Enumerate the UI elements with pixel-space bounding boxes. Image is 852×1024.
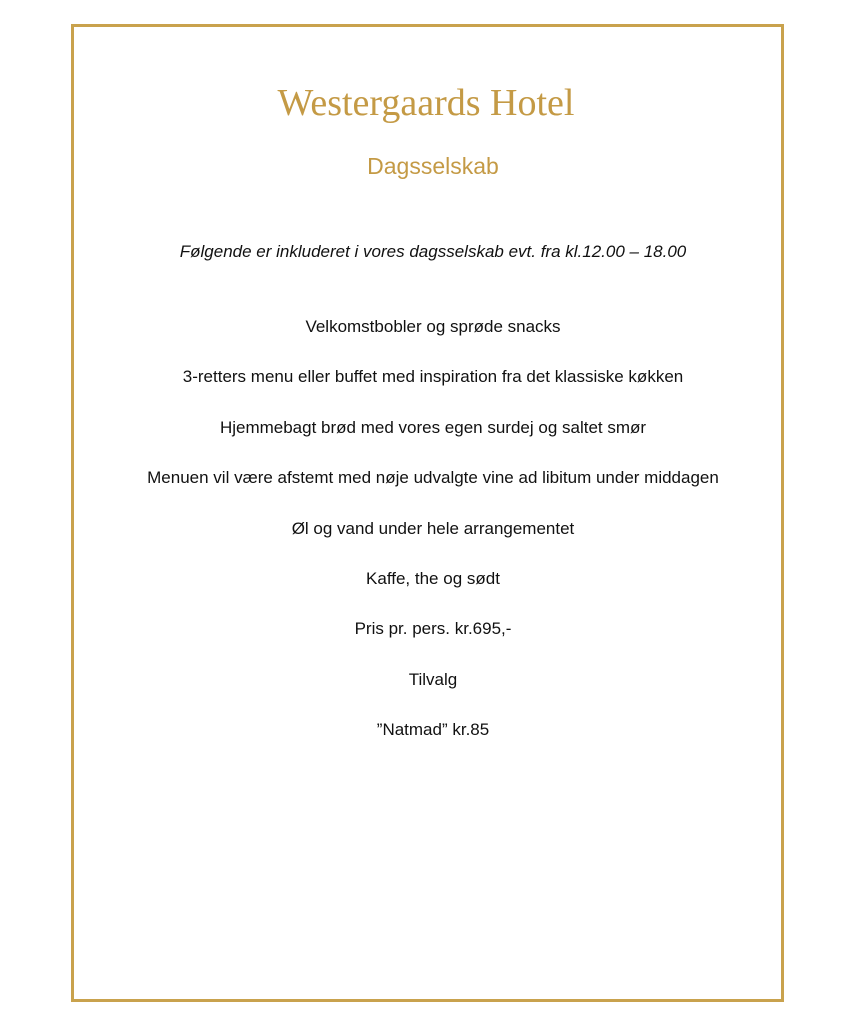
hotel-title: Westergaards Hotel	[277, 82, 575, 124]
intro-text: Følgende er inkluderet i vores dagsselskab evt. fra kl.12.00 – 18.00	[179, 242, 687, 261]
list-item-wine: Menuen vil være afstemt med nøje udvalgte vine ad libitum under middagen	[147, 468, 719, 488]
list-item-beverages: Øl og vand under hele arrangementet	[291, 518, 575, 538]
list-item-coffee: Kaffe, the og sødt	[366, 568, 500, 588]
event-subtitle: Dagsselskab	[367, 153, 499, 179]
list-item-menu: 3-retters menu eller buffet med inspiration fra det klassiske køkken	[182, 367, 684, 387]
list-item-welcome: Velkomstbobler og sprøde snacks	[305, 317, 561, 336]
list-item-bread: Hjemmebagt brød med vores egen surdej og saltet smør	[219, 417, 647, 437]
list-item-late-snack: ”Natmad” kr.85	[376, 720, 490, 740]
included-items-list	[0, 315, 852, 769]
list-item-price: Pris pr. pers. kr.695,-	[354, 619, 512, 639]
list-item-addons-heading: Tilvalg	[408, 669, 458, 689]
